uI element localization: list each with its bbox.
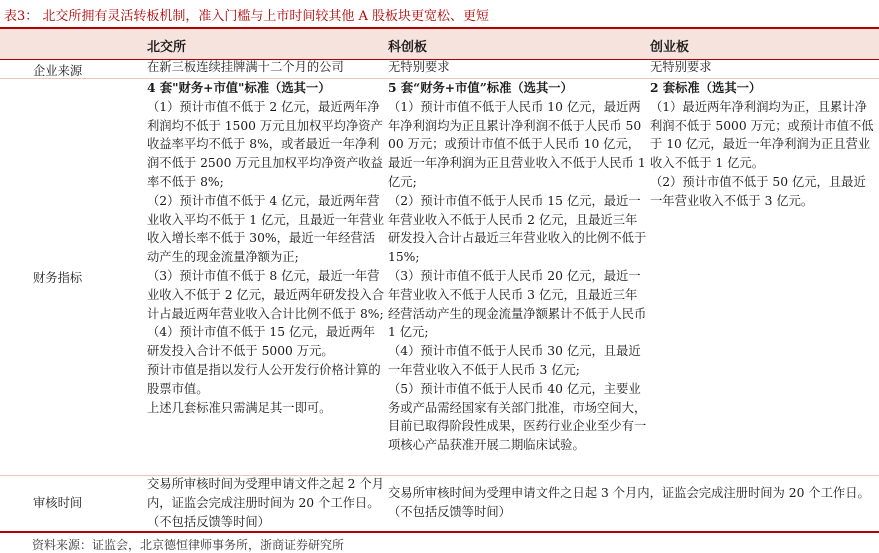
cell-source-chinext: 无特别要求 — [650, 60, 712, 74]
row-label-review: 审核时间 — [33, 496, 83, 510]
criteria-item: （5）预计市值不低于人民币 40 亿元，主要业务或产品需经国家有关部门批准，市场空间大，目前已取得阶段性成果，医药行业企业至少有一项核心产品获准开展二期临床试验。 — [388, 381, 647, 453]
row-label-financial: 财务指标 — [33, 271, 83, 285]
table-header-bg — [0, 29, 879, 59]
cell-review-star-chinext: 交易所审核时间为受理申请文件之日起 3 个月内，证监会完成注册时间为 20 个工作日。（不包括反馈等时间） — [388, 486, 870, 519]
col-header-star: 科创板 — [388, 40, 428, 55]
cell-source-star: 无特别要求 — [388, 60, 450, 74]
cell-review-bse: 交易所审核时间为受理申请文件之起 2 个月内，证监会完成注册时间为 20 个工作日。（不包括反馈等时间） — [147, 477, 384, 529]
table-title: 表3： 北交所拥有灵活转板机制，准入门槛与上市时间较其他 A 股板块更宽松、更短 — [4, 9, 490, 24]
criteria-item: （2）预计市值不低于人民币 15 亿元，最近一年营业收入不低于人民币 2 亿元，且最近三年研发投入合计占最近三年营业收入的比例不低于 15%; — [388, 193, 647, 265]
col-header-chinext: 创业板 — [650, 40, 690, 55]
criteria-item: （2）预计市值不低于 4 亿元，最近两年营业收入平均不低于 1 亿元，且最近一年营业收入增长率不低于 30%，最近一年经营活动产生的现金流量净额为正; — [147, 193, 384, 265]
criteria-note: 预计市值是指以发行人公开发行价格计算的股票市值。 — [147, 362, 381, 396]
criteria-item: （1）预计市值不低于人民币 10 亿元，最近两年净利润均为正且累计净利润不低于人民币 5000 万元；或预计市值不低于人民币 10 亿元，最近一年净利润为正且营业收入不低于人民币 1 亿元; — [388, 99, 646, 189]
row-label-source: 企业来源 — [33, 64, 83, 78]
cell-financial-bse — [147, 79, 387, 417]
cell-source-bse: 在新三板连续挂牌满十二个月的公司 — [147, 60, 344, 74]
criteria-heading: 4 套"财务+市值"标准（选其一） — [147, 80, 331, 95]
table-bottom-rule — [0, 531, 879, 533]
criteria-item: （1）最近两年净利润均为正，且累计净利润不低于 5000 万元；或预计市值不低于 10 亿元，最近一年净利润为正且营业收入不低于 1 亿元。 — [650, 99, 874, 171]
criteria-item: （3）预计市值不低于人民币 20 亿元，最近一年营业收入不低于人民币 3 亿元，且最近三年经营活动产生的现金流量净额累计不低于人民币 1 亿元; — [388, 268, 647, 340]
criteria-item: （3）预计市值不低于 8 亿元，最近一年营业收入不低于 2 亿元，最近两年研发投入合计占最近两年营业收入合计比例不低于 8%; — [147, 268, 384, 321]
criteria-item: （4）预计市值不低于人民币 30 亿元，且最近一年营业收入不低于人民币 3 亿元; — [388, 344, 641, 377]
cell-financial-chinext — [650, 79, 876, 211]
criteria-item: （4）预计市值不低于 15 亿元，最近两年研发投入合计不低于 5000 万元。 — [147, 325, 376, 359]
row-divider — [0, 475, 879, 476]
cell-financial-star — [388, 79, 648, 455]
criteria-item: （2）预计市值不低于 50 亿元，且最近一年营业收入不低于 3 亿元。 — [650, 174, 866, 208]
col-header-bse: 北交所 — [147, 40, 187, 55]
criteria-heading: 2 套标准（选其一） — [650, 80, 762, 95]
source-note: 资料来源：证监会，北京德恒律师事务所，浙商证券研究所 — [32, 538, 345, 552]
criteria-note: 上述几套标准只需满足其一即可。 — [147, 400, 332, 415]
criteria-item: （1）预计市值不低于 2 亿元，最近两年净利润均不低于 1500 万元且加权平均净资产收益率平均不低于 8%，或者最近一年净利润不低于 2500 万元且加权平均净资产收益率不低于 8%; — [147, 99, 383, 189]
criteria-heading: 5 套“财务+市值”标准（选其一） — [388, 80, 573, 95]
